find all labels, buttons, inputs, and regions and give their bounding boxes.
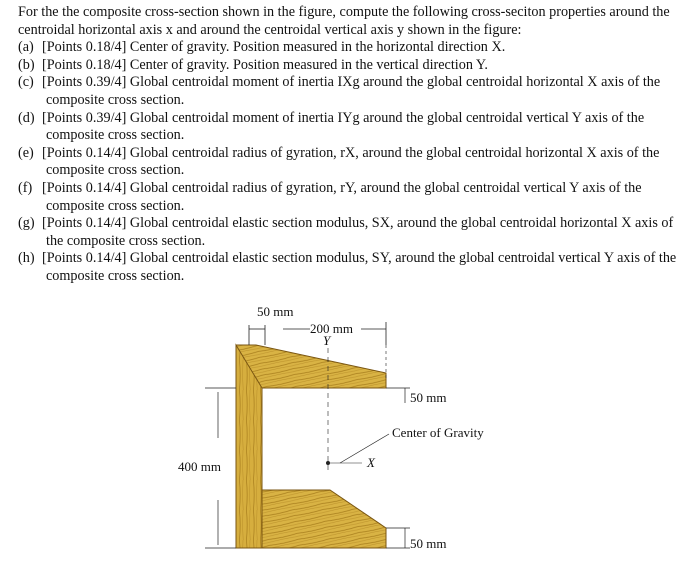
question-g: (g) [Points 0.14/4] Global centroidal elastic section modulus, SX, around the global centroidal horizontal X axis of the composite cross section. bbox=[18, 215, 674, 249]
question-d: (d) [Points 0.39/4] Global centroidal moment of inertia IYg around the global centroidal vertical Y axis of the composite cross section. bbox=[18, 109, 645, 144]
dim-width-label: 200 mm bbox=[310, 321, 353, 336]
dim-height-label: 400 mm bbox=[178, 459, 221, 474]
dim-web-label: 50 mm bbox=[257, 304, 294, 319]
cog-leader bbox=[340, 434, 389, 463]
question-b: (b) [Points 0.18/4] Center of gravity. Position measured in the vertical direction Y. bbox=[18, 56, 488, 73]
question-a: (a) [Points 0.18/4] Center of gravity. Position measured in the horizontal direction X. bbox=[18, 39, 506, 56]
axis-x-label: X bbox=[367, 455, 375, 470]
bottom-flange bbox=[262, 490, 386, 548]
dim-bottom-flange-label: 50 mm bbox=[410, 536, 447, 551]
centroid-dot bbox=[326, 461, 330, 465]
question-h: (h) [Points 0.14/4] Global centroidal elastic section modulus, SY, around the global centroidal vertical Y axis of the composite cross section. bbox=[18, 250, 677, 284]
cog-label: Center of Gravity bbox=[392, 425, 484, 440]
question-e: (e) [Points 0.14/4] Global centroidal radius of gyration, rX, around the global centroidal horizontal X axis of the composite cross section. bbox=[18, 144, 660, 179]
dim-top-flange-label: 50 mm bbox=[410, 390, 447, 405]
axis-y-label: Y bbox=[323, 333, 331, 348]
question-f: (f) [Points 0.14/4] Global centroidal radius of gyration, rY, around the global centroidal vertical Y axis of the composite cross section. bbox=[18, 179, 642, 214]
problem-intro: For the the composite cross-section shown in the figure, compute the following cross-seciton properties around the centroidal horizontal axis x and around the centroidal vertical axis y shown in the figure: bbox=[18, 4, 670, 38]
question-c: (c) [Points 0.39/4] Global centroidal moment of inertia IXg around the global centroidal horizontal X axis of the composite cross section. bbox=[18, 74, 661, 108]
